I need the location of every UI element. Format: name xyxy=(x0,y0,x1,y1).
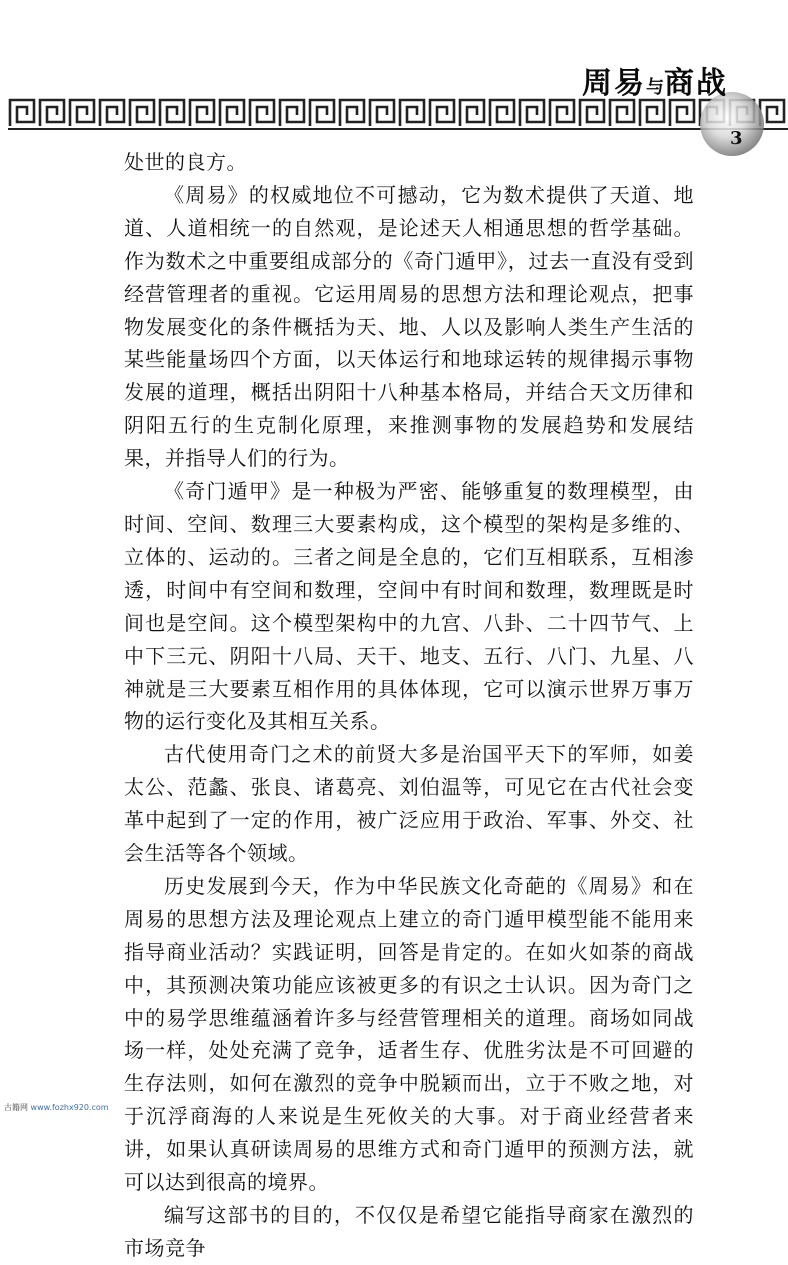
fret-motif xyxy=(490,100,514,126)
fret-motif xyxy=(460,100,484,126)
paragraph-6: 编写这部书的目的，不仅仅是希望它能指导商家在激烈的市场竞争 xyxy=(124,1203,694,1260)
fret-motif xyxy=(370,100,394,126)
body-text xyxy=(124,146,694,1265)
fret-motif xyxy=(100,100,124,126)
fret-motif xyxy=(250,100,274,126)
fret-motif xyxy=(160,100,184,126)
paragraph-4: 古代使用奇门之术的前贤大多是治国平天下的军师，如姜太公、范蠡、张良、诸葛亮、刘伯温等，可见它在古代社会变革中起到了一定的作用，被广泛应用于政治、军事、外交、社会生活等各个领域。 xyxy=(124,742,694,866)
fret-motif xyxy=(550,100,574,126)
fret-motif xyxy=(70,100,94,126)
fret-motif xyxy=(10,100,34,126)
fret-motif xyxy=(400,100,424,126)
fret-motif xyxy=(130,100,154,126)
book-title-connector: 与 xyxy=(646,77,664,98)
fret-motif xyxy=(280,100,304,126)
footer-watermark xyxy=(4,1102,109,1113)
page-header xyxy=(0,58,788,148)
paragraph-3: 《奇门遁甲》是一种极为严密、能够重复的数理模型，由时间、空间、数理三大要素构成，这个模型的架构是多维的、立体的、运动的。三者之间是全息的，它们互相联系，互相渗透，时间中有空间和数理，空间中有时间和数理，数理既是时间也是空间。这个模型架构中的九宫、八卦、二十四节气、上中下三元、阴阳十八局、天干、地支、五行、八门、九星、八神就是三大要素互相作用的具体体现，它可以演示世界万事万物的运行变化及其相互关系。 xyxy=(124,479,694,734)
paragraph-2: 《周易》的权威地位不可撼动，它为数术提供了天道、地道、人道相统一的自然观，是论述天人相通思想的哲学基础。作为数术之中重要组成部分的《奇门遁甲》，过去一直没有受到经营管理者的重视。它运用周易的思想方法和理论观点，把事物发展变化的条件概括为天、地、人以及影响人类生产生活的某些能量场四个方面，以天体运行和地球运转的规律揭示事物发展的道理，概括出阴阳十八种基本格局，并结合天文历律和阴阳五行的生克制化原理，来推测事物的发展趋势和发展结果，并指导人们的行为。 xyxy=(124,182,694,471)
fret-motif xyxy=(430,100,454,126)
footer-site-url: www.fozhx920.com xyxy=(30,1103,109,1112)
fret-motif xyxy=(40,100,64,126)
fret-motif xyxy=(310,100,334,126)
book-title-part1: 周易 xyxy=(582,66,646,101)
fret-motif xyxy=(340,100,364,126)
paragraph-1: 处世的良方。 xyxy=(124,150,247,174)
page-number: 3 xyxy=(730,128,743,149)
book-title xyxy=(582,66,728,106)
fret-motif xyxy=(520,100,544,126)
paragraph-5: 历史发展到今天，作为中华民族文化奇葩的《周易》和在周易的思想方法及理论观点上建立的奇门遁甲模型能不能用来指导商业活动？实践证明，回答是肯定的。在如火如荼的商战中，其预测决策功能应该被更多的有识之士认识。因为奇门之中的易学思维蕴涵着许多与经营管理相关的道理。商场如同战场一样，处处充满了竞争，适者生存、优胜劣汰是不可回避的生存法则，如何在激烈的竞争中脱颖而出，立于不败之地，对于沉浮商海的人来说是生死攸关的大事。对于商业经营者来讲，如果认真研读周易的思维方式和奇门遁甲的预测方法，就可以达到很高的境界。 xyxy=(124,873,694,1195)
footer-site-name: 古籍网 xyxy=(4,1103,28,1112)
fret-motif xyxy=(190,100,214,126)
fret-motif xyxy=(220,100,244,126)
book-title-part2: 商战 xyxy=(664,66,728,101)
